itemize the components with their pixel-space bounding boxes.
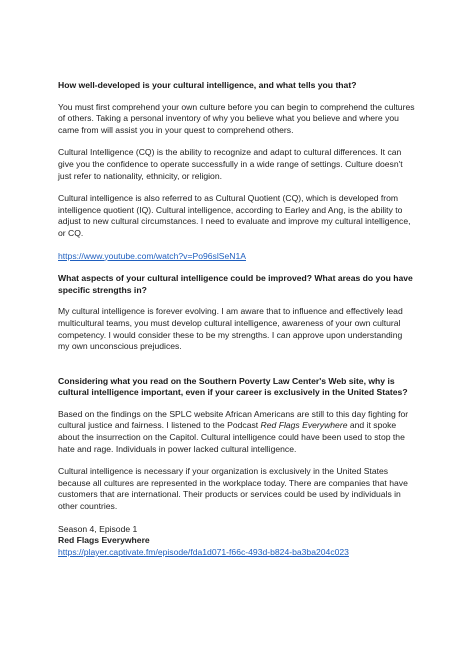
paragraph-necessary-us: Cultural intelligence is necessary if your organization is exclusively in the United States because all cultures are represented in the workplace today. There are companies that have customers that are international. Their products or services could be used by individuals in other countries.: [58, 466, 408, 512]
paragraph-cq-definition: Cultural Intelligence (CQ) is the ability to recognize and adapt to cultural differences. It can give you the confidence to operate successfully in a wide range of settings. Culture doesn't just refer to nationality, ethnicity, or religion.: [58, 147, 403, 181]
paragraph-splc-findings: [58, 409, 416, 455]
paragraph-splc-text-a: Based on the findings on the SPLC website African Americans are still to this day fighting for cultural justice and fairness. I listened to the Podcast: [58, 408, 409, 431]
podcast-link[interactable]: https://player.captivate.fm/episode/fda1d071-f66c-493d-b824-ba3ba204c023: [58, 546, 349, 557]
paragraph-comprehend-culture: You must first comprehend your own culture before you can begin to comprehend the cultures of others. Taking a personal inventory of why you believe what you believe and where you came from will assist you in your quest to comprehend others.: [58, 101, 415, 135]
source-episode: Season 4, Episode 1: [58, 523, 138, 534]
paragraph-splc-text-b: and it spoke about the insurrection on the Capitol. Cultural intelligence could have been used to stop the hate and rage. Individuals in power lacked cultural intelligence.: [58, 420, 405, 454]
youtube-link[interactable]: https://www.youtube.com/watch?v=Po96slSeN1A: [58, 250, 246, 261]
paragraph-forever-evolving: My cultural intelligence is forever evolving. I am aware that to influence and effectively lead multicultural teams, you must develop cultural intelligence, awareness of your own cultural competency. I would consider these to be my strengths. I can approve upon understanding my own unconscious prejudices.: [58, 306, 403, 352]
spacer: [58, 364, 416, 376]
podcast-title-italic: Red Flags Everywhere: [260, 420, 348, 431]
question-splc-importance: Considering what you read on the Southern Poverty Law Center's Web site, why is cultural intelligence important, even if your career is exclusively in the United States?: [58, 375, 408, 398]
source-title: Red Flags Everywhere: [58, 535, 150, 546]
question-cultural-intelligence-development: How well-developed is your cultural intelligence, and what tells you that?: [58, 80, 357, 90]
paragraph-cultural-quotient: Cultural intelligence is also referred to as Cultural Quotient (CQ), which is developed from intelligence quotient (IQ). Cultural intelligence, according to Earley and Ang, is the ability to adjust to new cultural circumstances. I need to evaluate and improve my cultural intelligence, or CQ.: [58, 193, 411, 238]
question-improvement-strengths: What aspects of your cultural intelligence could be improved? What areas do you have specific strengths in?: [58, 273, 413, 295]
